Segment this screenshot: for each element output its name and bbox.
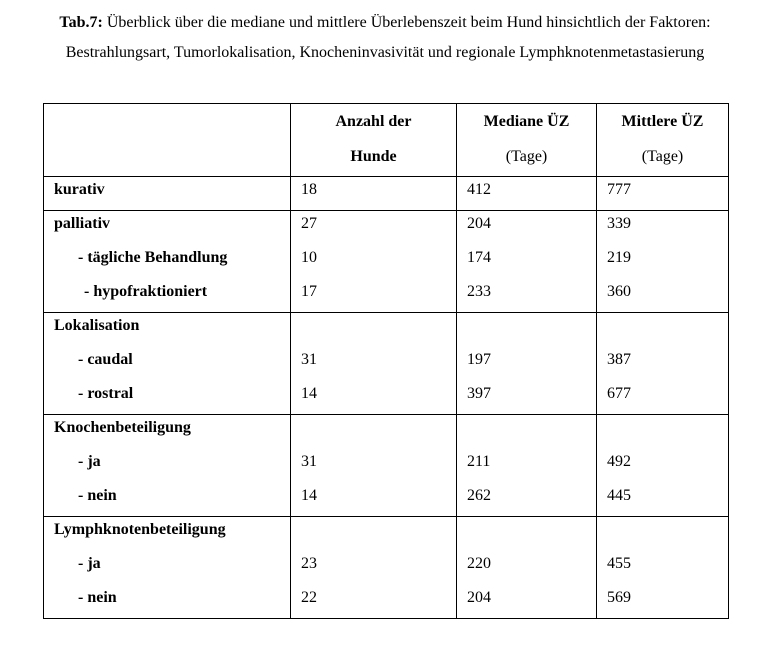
cell-anzahl: 18 bbox=[291, 177, 457, 211]
cell-mean bbox=[597, 517, 729, 551]
cell-anzahl: 14 bbox=[291, 381, 457, 415]
cell-mean: 777 bbox=[597, 177, 729, 211]
cell-anzahl bbox=[291, 415, 457, 449]
cell-mean: 677 bbox=[597, 381, 729, 415]
cell-anzahl bbox=[291, 313, 457, 347]
row-label: - caudal bbox=[44, 347, 291, 381]
cell-anzahl: 14 bbox=[291, 483, 457, 517]
table-row bbox=[44, 211, 729, 245]
cell-median: 174 bbox=[457, 245, 597, 279]
cell-median: 397 bbox=[457, 381, 597, 415]
cell-median: 262 bbox=[457, 483, 597, 517]
table-caption-line-1 bbox=[0, 13, 770, 33]
table-row bbox=[44, 585, 729, 619]
row-label: - ja bbox=[44, 449, 291, 483]
cell-mean: 339 bbox=[597, 211, 729, 245]
row-label: kurativ bbox=[44, 177, 291, 211]
header-mittel: Mittlere ÜZ (Tage) bbox=[597, 104, 729, 177]
cell-anzahl: 17 bbox=[291, 279, 457, 313]
caption-text-1: Überblick über die mediane und mittlere Überlebenszeit beim Hund hinsichtlich der Faktoren: bbox=[102, 14, 711, 31]
row-label: Knochenbeteiligung bbox=[44, 415, 291, 449]
table-header-row bbox=[44, 104, 729, 177]
row-label: Lokalisation bbox=[44, 313, 291, 347]
table-row bbox=[44, 483, 729, 517]
cell-anzahl: 27 bbox=[291, 211, 457, 245]
cell-anzahl: 22 bbox=[291, 585, 457, 619]
header-empty-cell bbox=[44, 104, 291, 177]
table-row bbox=[44, 245, 729, 279]
cell-anzahl bbox=[291, 517, 457, 551]
cell-mean bbox=[597, 415, 729, 449]
cell-anzahl: 31 bbox=[291, 347, 457, 381]
table-row bbox=[44, 381, 729, 415]
header-median: Mediane ÜZ (Tage) bbox=[457, 104, 597, 177]
header-anzahl: Anzahl der Hunde bbox=[291, 104, 457, 177]
cell-anzahl: 10 bbox=[291, 245, 457, 279]
cell-mean: 219 bbox=[597, 245, 729, 279]
cell-median: 211 bbox=[457, 449, 597, 483]
row-label: - nein bbox=[44, 483, 291, 517]
cell-mean: 492 bbox=[597, 449, 729, 483]
table-row bbox=[44, 449, 729, 483]
table-row bbox=[44, 313, 729, 347]
cell-median bbox=[457, 415, 597, 449]
cell-median bbox=[457, 517, 597, 551]
cell-median: 204 bbox=[457, 585, 597, 619]
table-caption-line-2: Bestrahlungsart, Tumorlokalisation, Knocheninvasivität und regionale Lymphknotenmetastasierung bbox=[65, 44, 705, 61]
cell-mean: 360 bbox=[597, 279, 729, 313]
cell-median: 197 bbox=[457, 347, 597, 381]
table-row bbox=[44, 517, 729, 551]
cell-anzahl: 31 bbox=[291, 449, 457, 483]
table-row bbox=[44, 279, 729, 313]
row-label: - rostral bbox=[44, 381, 291, 415]
cell-mean: 445 bbox=[597, 483, 729, 517]
row-label: Lymphknotenbeteiligung bbox=[44, 517, 291, 551]
cell-median: 220 bbox=[457, 551, 597, 585]
cell-median: 412 bbox=[457, 177, 597, 211]
cell-mean: 387 bbox=[597, 347, 729, 381]
row-label: - hypofraktioniert bbox=[44, 279, 291, 313]
cell-mean bbox=[597, 313, 729, 347]
cell-mean: 569 bbox=[597, 585, 729, 619]
cell-anzahl: 23 bbox=[291, 551, 457, 585]
cell-median: 204 bbox=[457, 211, 597, 245]
row-label: - tägliche Behandlung bbox=[44, 245, 291, 279]
survival-table bbox=[43, 103, 729, 619]
cell-mean: 455 bbox=[597, 551, 729, 585]
row-label: - ja bbox=[44, 551, 291, 585]
table-row bbox=[44, 347, 729, 381]
cell-median bbox=[457, 313, 597, 347]
table-row bbox=[44, 551, 729, 585]
row-label: - nein bbox=[44, 585, 291, 619]
table-row bbox=[44, 177, 729, 211]
row-label: palliativ bbox=[44, 211, 291, 245]
table-number: Tab.7: bbox=[59, 14, 103, 31]
table-row bbox=[44, 415, 729, 449]
cell-median: 233 bbox=[457, 279, 597, 313]
